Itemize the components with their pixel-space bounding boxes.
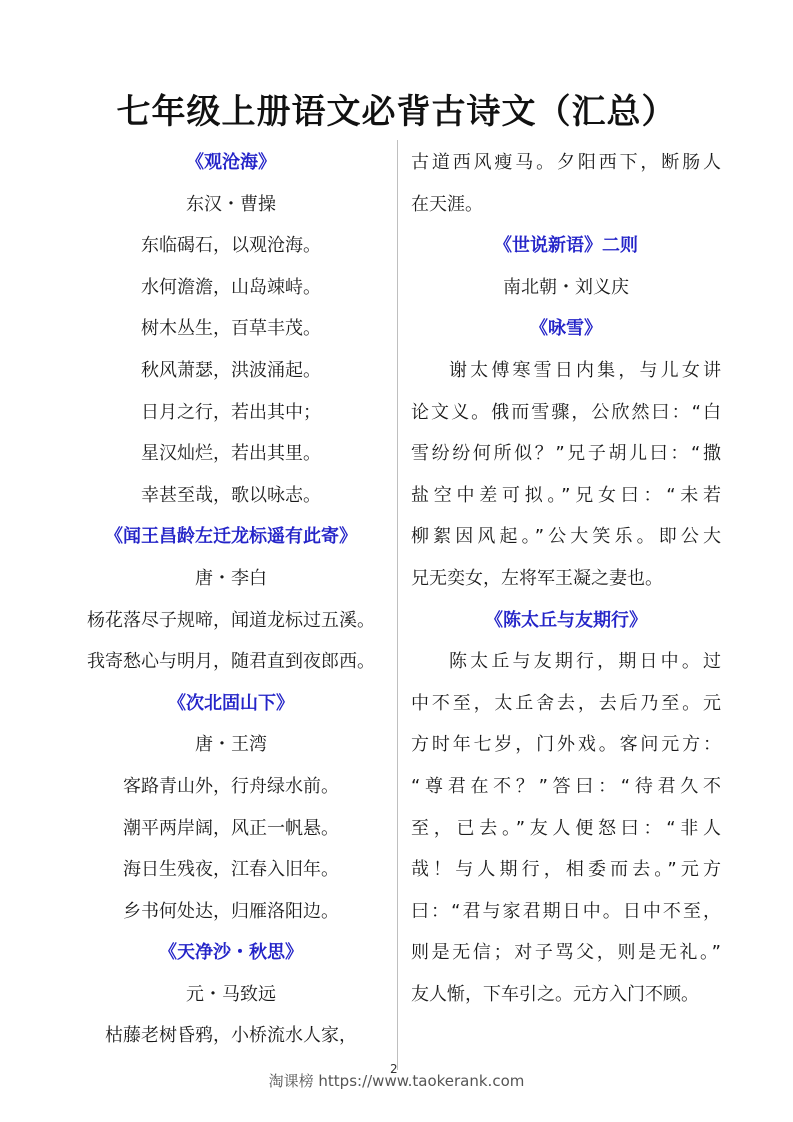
prose-line: 则是无信；对子骂父，则是无礼。” [411,942,721,964]
verse-line: 枯藤老树昏鸦，小桥流水人家， [105,1025,357,1047]
poem-title: 《闻王昌龄左迁龙标遥有此寄》 [105,526,357,548]
poem-title: 《天净沙・秋思》 [159,942,303,964]
prose-line: 兄无奕女，左将军王凝之妻也。 [411,567,663,589]
prose-line: 柳絮因风起。”公大笑乐。即公大 [411,526,721,548]
verse-line: 幸甚至哉，歌以咏志。 [141,484,321,506]
poem-title: 《观沧海》 [186,152,276,173]
prose-line: 中不至，太丘舍去，去后乃至。元 [411,692,721,714]
poem-title: 《咏雪》 [530,318,602,340]
verse-line: 乡书何处达，归雁洛阳边。 [123,900,339,922]
prose-line: 雪纷纷何所似？”兄子胡儿曰：“撒 [411,443,721,465]
prose-line: 陈太丘与友期行，期日中。过 [449,651,721,673]
verse-line: 杨花落尽子规啼，闻道龙标过五溪。 [87,609,375,631]
poem-title: 《世说新语》二则 [494,235,638,257]
prose-line: 曰：“君与家君期日中。日中不至， [411,900,721,922]
verse-line: 客路青山外，行舟绿水前。 [123,775,339,797]
verse-line: 潮平两岸阔，风正一帆悬。 [123,817,339,839]
verse-line: 日月之行，若出其中； [141,401,321,423]
poem-author: 唐・李白 [195,567,267,589]
verse-line: 我寄愁心与明月，随君直到夜郎西。 [87,651,375,673]
poem-author: 东汉・曹操 [186,193,276,215]
prose-line: 哉！与人期行，相委而去。”元方 [411,859,721,881]
verse-line: 星汉灿烂，若出其里。 [141,443,321,465]
verse-line: 海日生残夜，江春入旧年。 [123,859,339,881]
left-column [72,142,390,1057]
poem-author: 元・马致远 [186,983,276,1005]
prose-line: 友人惭，下车引之。元方入门不顾。 [411,983,699,1005]
prose-line: 在天涯。 [411,193,483,215]
column-divider [397,140,398,1070]
poem-title: 《陈太丘与友期行》 [485,609,647,631]
prose-line: 盐空中差可拟。”兄女曰：“未若 [411,484,721,506]
footer-watermark: 淘课榜 https://www.taokerank.com [268,1072,525,1090]
poem-author: 南北朝・刘义庆 [503,276,629,298]
prose-line: 至，已去。”友人便怒曰：“非人 [411,817,721,839]
page-number: 2 [390,1062,398,1076]
verse-line: 树木丛生，百草丰茂。 [141,318,321,340]
verse-line: 东临碣石，以观沧海。 [141,235,321,257]
right-column [411,142,721,1015]
prose-line: 古道西风瘦马。夕阳西下，断肠人 [411,152,721,173]
poem-author: 唐・王湾 [195,734,267,756]
prose-line: 谢太傅寒雪日内集，与儿女讲 [449,359,721,381]
page-title: 七年级上册语文必背古诗文（汇总） [116,92,677,132]
prose-line: “尊君在不？”答曰：“待君久不 [411,775,721,797]
verse-line: 秋风萧瑟，洪波涌起。 [141,359,321,381]
poem-title: 《次北固山下》 [168,692,294,714]
prose-line: 方时年七岁，门外戏。客问元方： [411,734,721,756]
verse-line: 水何澹澹，山岛竦峙。 [141,276,321,298]
prose-line: 论文义。俄而雪骤，公欣然曰：“白 [411,401,721,423]
